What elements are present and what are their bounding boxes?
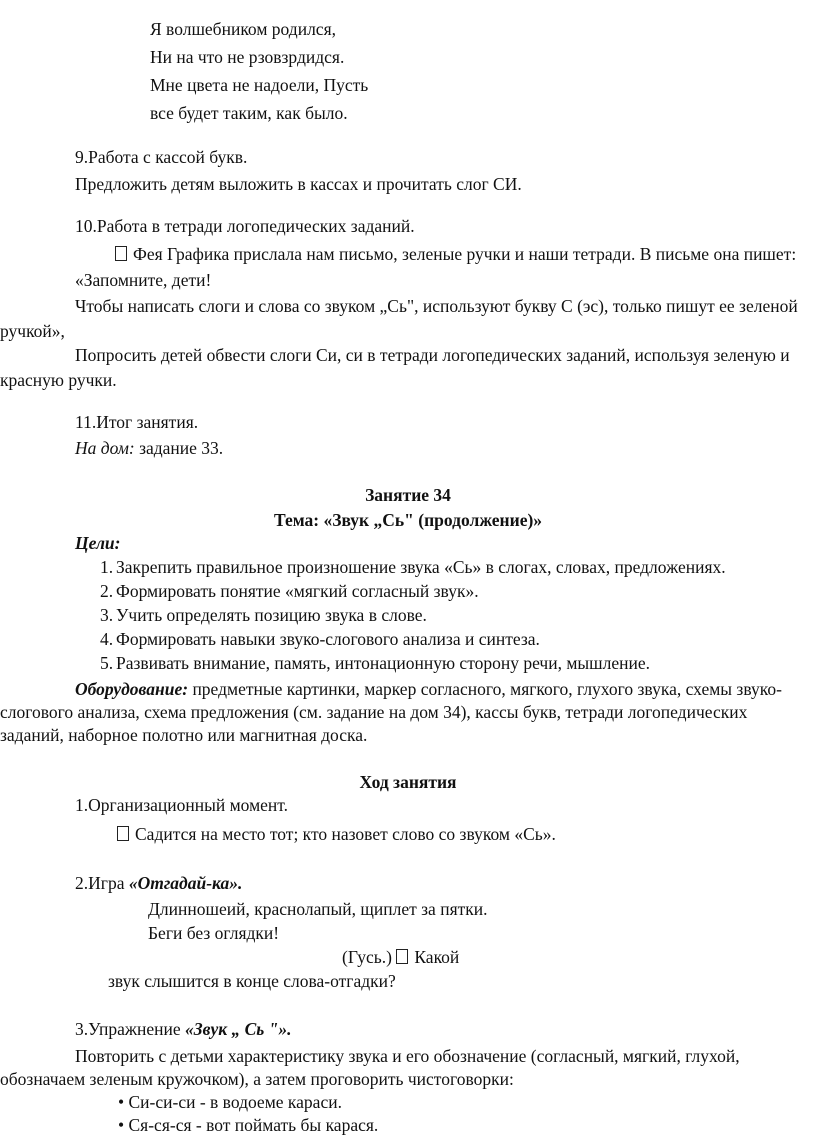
item9-text: Предложить детям выложить в кассах и прочитать слог СИ. bbox=[75, 174, 522, 194]
goals-label: Цели: bbox=[75, 533, 121, 553]
item10-p1-line1: Фея Графика прислала нам письмо, зеленые ручки и наши тетради. В письме она пишет: bbox=[115, 243, 796, 265]
lesson-heading: Занятие 34 bbox=[365, 485, 451, 505]
goal-item: 2. Формировать понятие «мягкий согласный звук». bbox=[100, 581, 479, 601]
riddle-line-1: Длинношеий, краснолапый, щиплет за пятки. bbox=[148, 899, 488, 919]
section3-title: 3.Упражнение «Звук „ Сь "». bbox=[75, 1019, 292, 1039]
goal-item: 5. Развивать внимание, память, интонационную сторону речи, мышление. bbox=[100, 653, 651, 673]
item10-p3-line1: Попросить детей обвести слоги Си, си в тетради логопедических заданий, используя зеленую и bbox=[75, 345, 790, 365]
equipment-line-3: заданий, наборное полотно или магнитная доска. bbox=[0, 725, 368, 745]
lesson-topic: Тема: «Звук „Сь" (продолжение)» bbox=[273, 510, 543, 530]
checkbox-bullet-icon bbox=[117, 826, 129, 841]
section2-title: 2.Игра «Отгадай-ка». bbox=[75, 873, 243, 893]
equipment-line-2: слогового анализа, схема предложения (см. задание на дом 34), кассы букв, тетради логопедических bbox=[0, 702, 748, 722]
poem-line-4: все будет таким, как было. bbox=[150, 103, 348, 123]
item10-p2-line1: Чтобы написать слоги и слова со звуком „Сь", используют букву С (эс), только пишут ее зеленой bbox=[75, 296, 798, 316]
item9-title: 9.Работа с кассой букв. bbox=[75, 147, 248, 167]
equipment-line-1: Оборудование: предметные картинки, маркер согласного, мягкого, глухого звука, схемы звуко- bbox=[75, 679, 782, 699]
item10-p2-line2: ручкой», bbox=[0, 321, 65, 341]
riddle-answer: (Гусь.) Какой bbox=[342, 947, 460, 967]
section1-text: Садится на место тот; кто назовет слово со звуком «Сь». bbox=[117, 823, 556, 845]
tongue-twister-item: • Си-си-си - в водоеме караси. bbox=[118, 1092, 342, 1112]
poem-line-3: Мне цвета не надоели, Пусть bbox=[150, 75, 369, 95]
poem-line-2: Ни на что не рзовзрдидся. bbox=[150, 47, 345, 67]
checkbox-bullet-icon bbox=[396, 949, 408, 964]
riddle-question: звук слышится в конце слова-отгадки? bbox=[108, 971, 396, 991]
goal-item: 4. Формировать навыки звуко-слогового анализа и синтеза. bbox=[100, 629, 540, 649]
riddle-line-2: Беги без оглядки! bbox=[148, 923, 280, 943]
tongue-twister-item: • Ся-ся-ся - вот поймать бы карася. bbox=[118, 1115, 379, 1135]
goal-item: 1. Закрепить правильное произношение звука «Сь» в слогах, словах, предложениях. bbox=[100, 557, 726, 577]
item10-p3-line2: красную ручки. bbox=[0, 370, 117, 390]
homework-label: На дом: bbox=[75, 438, 135, 458]
section1-title: 1.Организационный момент. bbox=[75, 795, 288, 815]
item11-homework: На дом: задание 33. bbox=[75, 438, 224, 458]
item10-title: 10.Работа в тетради логопедических заданий. bbox=[75, 216, 415, 236]
section3-line-1: Повторить с детьми характеристику звука и его обозначение (согласный, мягкий, глухой, bbox=[75, 1046, 740, 1066]
equipment-label: Оборудование: bbox=[75, 679, 189, 699]
item11-title: 11.Итог занятия. bbox=[75, 412, 199, 432]
item10-p1-line2: «Запомните, дети! bbox=[75, 270, 212, 290]
poem-line-1: Я волшебником родился, bbox=[150, 19, 336, 39]
goal-item: 3. Учить определять позицию звука в слове. bbox=[100, 605, 427, 625]
checkbox-bullet-icon bbox=[115, 246, 127, 261]
course-heading: Ход занятия bbox=[359, 772, 457, 792]
section3-line-2: обозначаем зеленым кружочком), а затем проговорить чистоговорки: bbox=[0, 1069, 514, 1089]
